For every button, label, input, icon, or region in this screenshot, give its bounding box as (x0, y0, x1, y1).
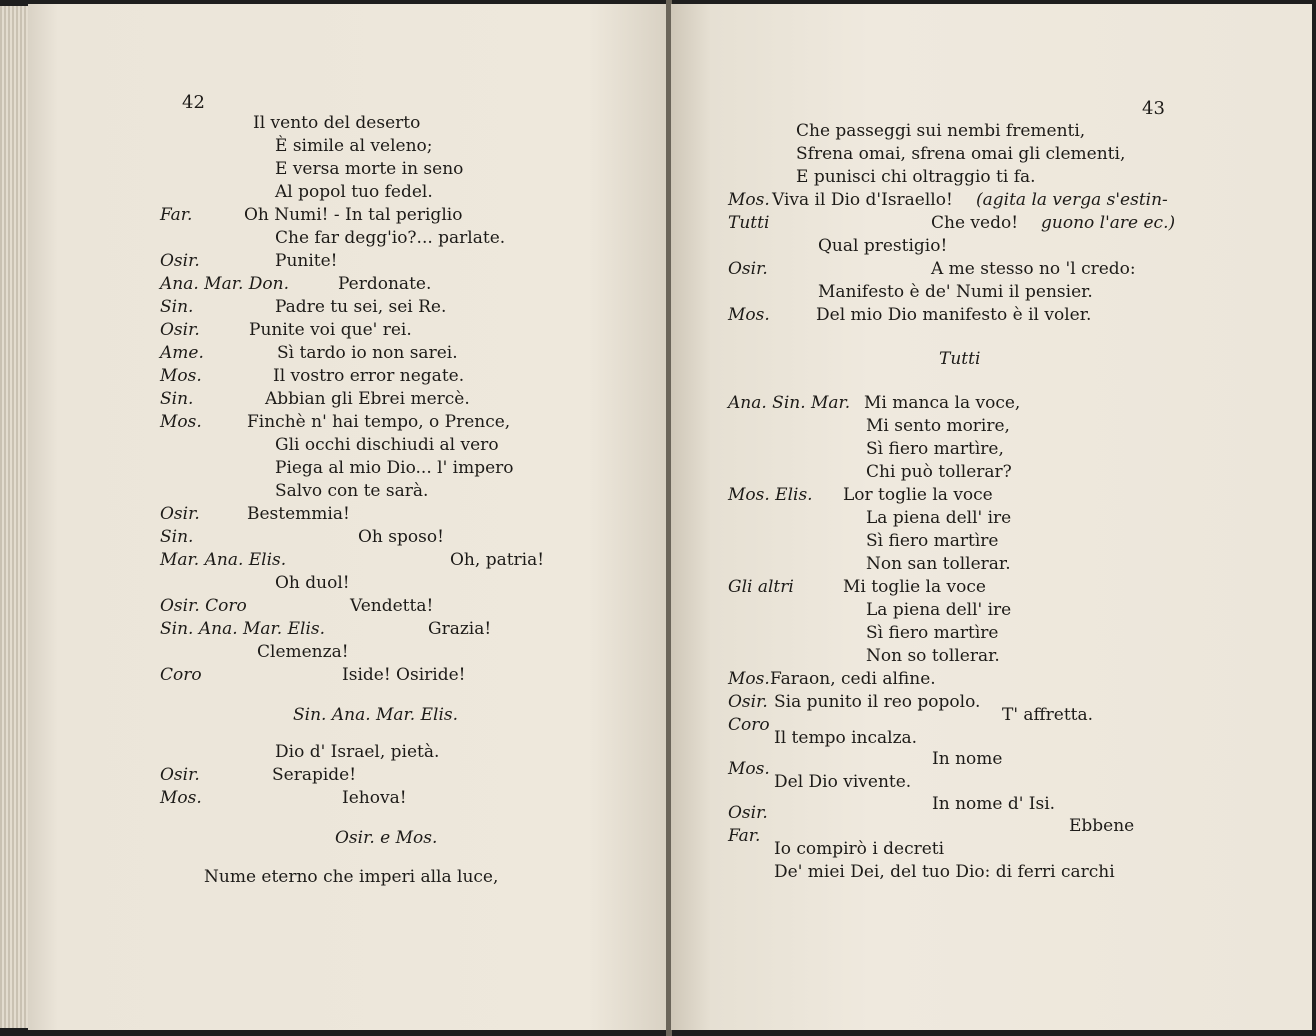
verse-line: Mi manca la voce, (864, 393, 1021, 413)
verse-line: Punite! (275, 251, 338, 271)
verse-line: Padre tu sei, sei Re. (275, 297, 447, 317)
speaker: Mos. (728, 305, 770, 325)
section-heading: Sin. Ana. Mar. Elis. (293, 705, 459, 725)
speaker: Far. (160, 205, 193, 225)
verse-line: Sì fiero martìre (866, 623, 999, 643)
verse-line: Nume eterno che imperi alla luce, (204, 867, 499, 887)
verse-line: Sì tardo io non sarei. (277, 343, 458, 363)
speaker: Mos. (728, 759, 770, 779)
verse-line: Il vostro error negate. (273, 366, 465, 386)
verse-line: È simile al veleno; (275, 136, 433, 156)
verse-line: Oh duol! (275, 573, 350, 593)
speaker: Gli altri (728, 577, 794, 597)
speaker: Ana. Mar. Don. (160, 274, 289, 294)
speaker: Osir. (160, 320, 200, 340)
verse-line: E versa morte in seno (275, 159, 464, 179)
verse-line: Oh sposo! (358, 527, 444, 547)
speaker: Ana. Sin. Mar. (728, 393, 851, 413)
verse-line: Gli occhi dischiudi al vero (275, 435, 499, 455)
left-page (28, 4, 668, 1030)
verse-line: Iehova! (342, 788, 407, 808)
speaker: Mos. Elis. (728, 485, 813, 505)
verse-line: Sì fiero martìre, (866, 439, 1004, 459)
verse-line: Non san tollerar. (866, 554, 1011, 574)
verse-line: Serapide! (272, 765, 357, 785)
speaker: Osir. (728, 692, 768, 712)
verse-line: Oh Numi! - In tal periglio (244, 205, 463, 225)
verse-line: Dio d' Israel, pietà. (275, 742, 440, 762)
verse-line: Che vedo! (931, 213, 1019, 233)
verse-line: In nome (932, 749, 1003, 769)
verse-line: Faraon, cedi alfine. (770, 669, 936, 689)
verse-line: Al popol tuo fedel. (275, 182, 433, 202)
verse-line: Oh, patria! (450, 550, 545, 570)
verse-line: Mi toglie la voce (843, 577, 986, 597)
speaker: Sin. (160, 527, 194, 547)
speaker: Far. (728, 826, 761, 846)
speaker: Osir. Coro (160, 596, 247, 616)
verse-line: Lor toglie la voce (843, 485, 993, 505)
speaker: Coro (160, 665, 202, 685)
speaker: Mos. (160, 788, 202, 808)
verse-line: Sì fiero martìre (866, 531, 999, 551)
verse-line: Vendetta! (350, 596, 434, 616)
speaker: Mos. (728, 190, 770, 210)
verse-line: La piena dell' ire (866, 508, 1012, 528)
stage-direction: guono l'are ec.) (1041, 213, 1176, 233)
page-number: 43 (1142, 98, 1165, 119)
speaker: Coro (728, 715, 770, 735)
page-number: 42 (182, 92, 205, 113)
verse-line: Finchè n' hai tempo, o Prence, (247, 412, 511, 432)
speaker: Osir. (160, 765, 200, 785)
verse-line: Iside! Osiride! (342, 665, 466, 685)
speaker: Ame. (160, 343, 204, 363)
verse-line: Sia punito il reo popolo. (774, 692, 981, 712)
verse-line: Manifesto è de' Numi il pensier. (818, 282, 1093, 302)
verse-line: Non so tollerar. (866, 646, 1000, 666)
verse-line: Ebbene (1069, 816, 1135, 836)
verse-line: In nome d' Isi. (932, 794, 1056, 814)
section-heading: Tutti (939, 349, 981, 369)
verse-line: Piega al mio Dio... l' impero (275, 458, 514, 478)
verse-line: Punite voi que' rei. (249, 320, 412, 340)
verse-line: De' miei Dei, del tuo Dio: di ferri carchi (774, 862, 1115, 882)
verse-line: Del Dio vivente. (774, 772, 912, 792)
speaker: Sin. (160, 389, 194, 409)
verse-line: Io compirò i decreti (774, 839, 945, 859)
verse-line: Sfrena omai, sfrena omai gli clementi, (796, 144, 1126, 164)
verse-line: A me stesso no 'l credo: (931, 259, 1136, 279)
speaker: Mos. (160, 366, 202, 386)
speaker: Osir. (728, 259, 768, 279)
verse-line: Perdonate. (338, 274, 432, 294)
speaker: Sin. (160, 297, 194, 317)
verse-line: E punisci chi oltraggio ti fa. (796, 167, 1036, 187)
verse-line: La piena dell' ire (866, 600, 1012, 620)
verse-line: Viva il Dio d'Israello! (772, 190, 953, 210)
speaker: Sin. Ana. Mar. Elis. (160, 619, 326, 639)
page-edges (0, 6, 30, 1028)
verse-line: Il tempo incalza. (774, 728, 918, 748)
speaker: Osir. (160, 251, 200, 271)
verse-line: Che far degg'io?... parlate. (275, 228, 506, 248)
speaker: Mos. (728, 669, 770, 689)
verse-line: Qual prestigio! (818, 236, 948, 256)
speaker: Osir. (160, 504, 200, 524)
speaker: Mos. (160, 412, 202, 432)
speaker: Tutti (728, 213, 770, 233)
verse-line: Del mio Dio manifesto è il voler. (816, 305, 1092, 325)
verse-line: Bestemmia! (247, 504, 350, 524)
verse-line: Mi sento morire, (866, 416, 1010, 436)
speaker: Mar. Ana. Elis. (160, 550, 287, 570)
speaker: Osir. (728, 803, 768, 823)
verse-line: Che passeggi sui nembi frementi, (796, 121, 1086, 141)
verse-line: Clemenza! (257, 642, 349, 662)
verse-line: Il vento del deserto (253, 113, 421, 133)
verse-line: Salvo con te sarà. (275, 481, 429, 501)
verse-line: Chi può tollerar? (866, 462, 1012, 482)
right-page (671, 4, 1312, 1030)
section-heading: Osir. e Mos. (335, 828, 438, 848)
verse-line: Abbian gli Ebrei mercè. (265, 389, 470, 409)
stage-direction: (agita la verga s'estin- (976, 190, 1168, 210)
verse-line: T' affretta. (1002, 705, 1094, 725)
verse-line: Grazia! (428, 619, 492, 639)
